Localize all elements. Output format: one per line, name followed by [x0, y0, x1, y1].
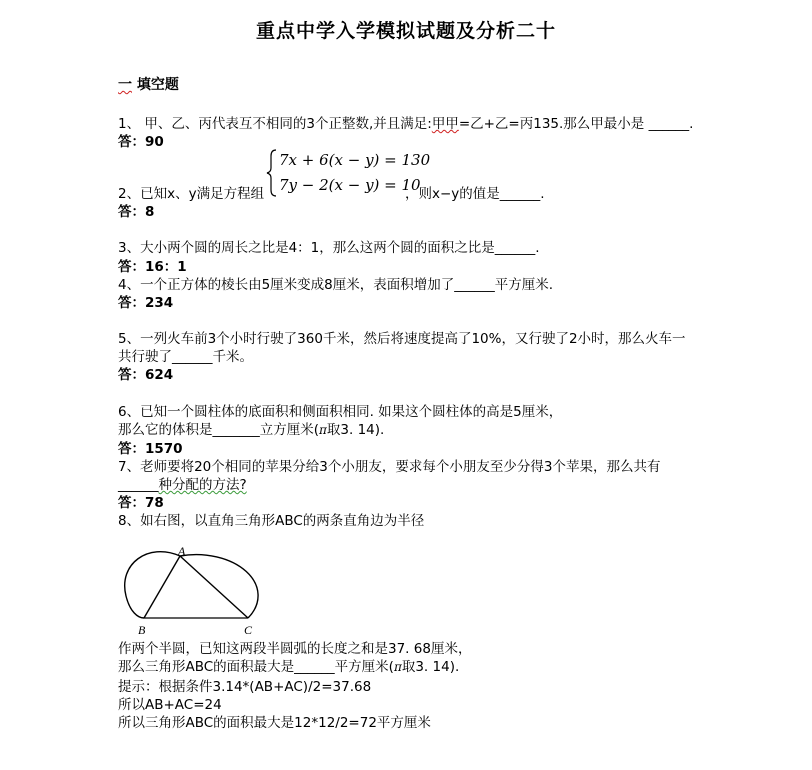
question-4: 4、一个正方体的棱长由5厘米变成8厘米，表面积增加了______平方厘米.	[118, 277, 554, 293]
section-number: 一	[118, 77, 132, 93]
answer-2: 答：8	[118, 204, 155, 220]
question-8-line-3	[118, 658, 459, 676]
question-7-blank: ______	[118, 477, 159, 493]
question-8-line-1: 8、如右图，以直角三角形ABC的两条直角边为半径	[118, 513, 425, 529]
question-8-line-2: 作两个半圆，已知这两段半圆弧的长度之和是37. 68厘米，	[118, 641, 472, 657]
question-6-line-2	[118, 421, 384, 439]
question-1-text-b: =乙+乙=丙135.那么甲最小是 ______.	[458, 116, 694, 132]
side-ab	[144, 556, 180, 618]
equation-brace	[266, 148, 278, 198]
answer-3: 答：16：1	[118, 259, 187, 275]
answer-5: 答：624	[118, 367, 174, 383]
answer-4: 答：234	[118, 295, 174, 311]
question-2-text-b: ，则x−y的值是______.	[405, 186, 545, 202]
equation-2: 7y − 2(x − y) = 10	[279, 176, 421, 194]
section-heading	[118, 76, 179, 94]
answer-7: 答：78	[118, 495, 164, 511]
page-title: 重点中学入学模拟试题及分析二十	[255, 20, 556, 42]
label-a: A	[178, 544, 186, 558]
hint-line-1: 提示：根据条件3.14*(AB+AC)/2=37.68	[118, 679, 372, 695]
answer-1: 答：90	[118, 134, 164, 150]
answer-6: 答：1570	[118, 441, 183, 457]
question-5-line-2: 共行驶了______千米。	[118, 349, 253, 365]
question-7-line-2	[118, 476, 247, 494]
question-5-line-1: 5、一列火车前3个小时行驶了360千米，然后将速度提高了10%，又行驶了2小时，那么火车一	[118, 331, 686, 347]
pi-symbol: π	[319, 423, 327, 437]
question-1-text-a: 1、 甲、乙、丙代表互不相同的3个正整数,并且满足:	[118, 116, 432, 132]
label-b: B	[138, 623, 146, 637]
hint-line-2: 所以AB+AC=24	[118, 697, 222, 713]
question-8-line-3-a: 那么三角形ABC的面积最大是______平方厘米(	[118, 659, 394, 675]
equation-1: 7x + 6(x − y) = 130	[279, 151, 431, 169]
question-6-line-2-b: 取3. 14).	[326, 422, 385, 438]
semicircle-triangle-figure	[118, 544, 278, 640]
question-8-line-3-b: 取3. 14).	[401, 659, 460, 675]
question-2-text-a: 2、已知x、y满足方程组	[118, 186, 265, 202]
question-6-line-2-a: 那么它的体积是_______立方厘米(	[118, 422, 320, 438]
pi-symbol-2: π	[393, 660, 402, 674]
question-6-line-1: 6、已知一个圆柱体的底面积和侧面积相同. 如果这个圆柱体的高是5厘米，	[118, 404, 563, 420]
question-1	[118, 115, 693, 133]
question-7-line-2-b: 种分配的方法?	[158, 477, 247, 493]
semicircle-ab	[125, 552, 180, 618]
question-3: 3、大小两个圆的周长之比是4：1，那么这两个圆的面积之比是______.	[118, 240, 540, 256]
question-7-line-1: 7、老师要将20个相同的苹果分给3个小朋友，要求每个小朋友至少分得3个苹果，那么共有	[118, 459, 661, 475]
label-c: C	[244, 623, 253, 637]
semicircle-ac	[180, 555, 258, 618]
section-label: 填空题	[136, 77, 179, 93]
question-1-marked-text: 甲甲	[431, 116, 459, 132]
hint-line-3: 所以三角形ABC的面积最大是12*12/2=72平方厘米	[118, 715, 431, 731]
